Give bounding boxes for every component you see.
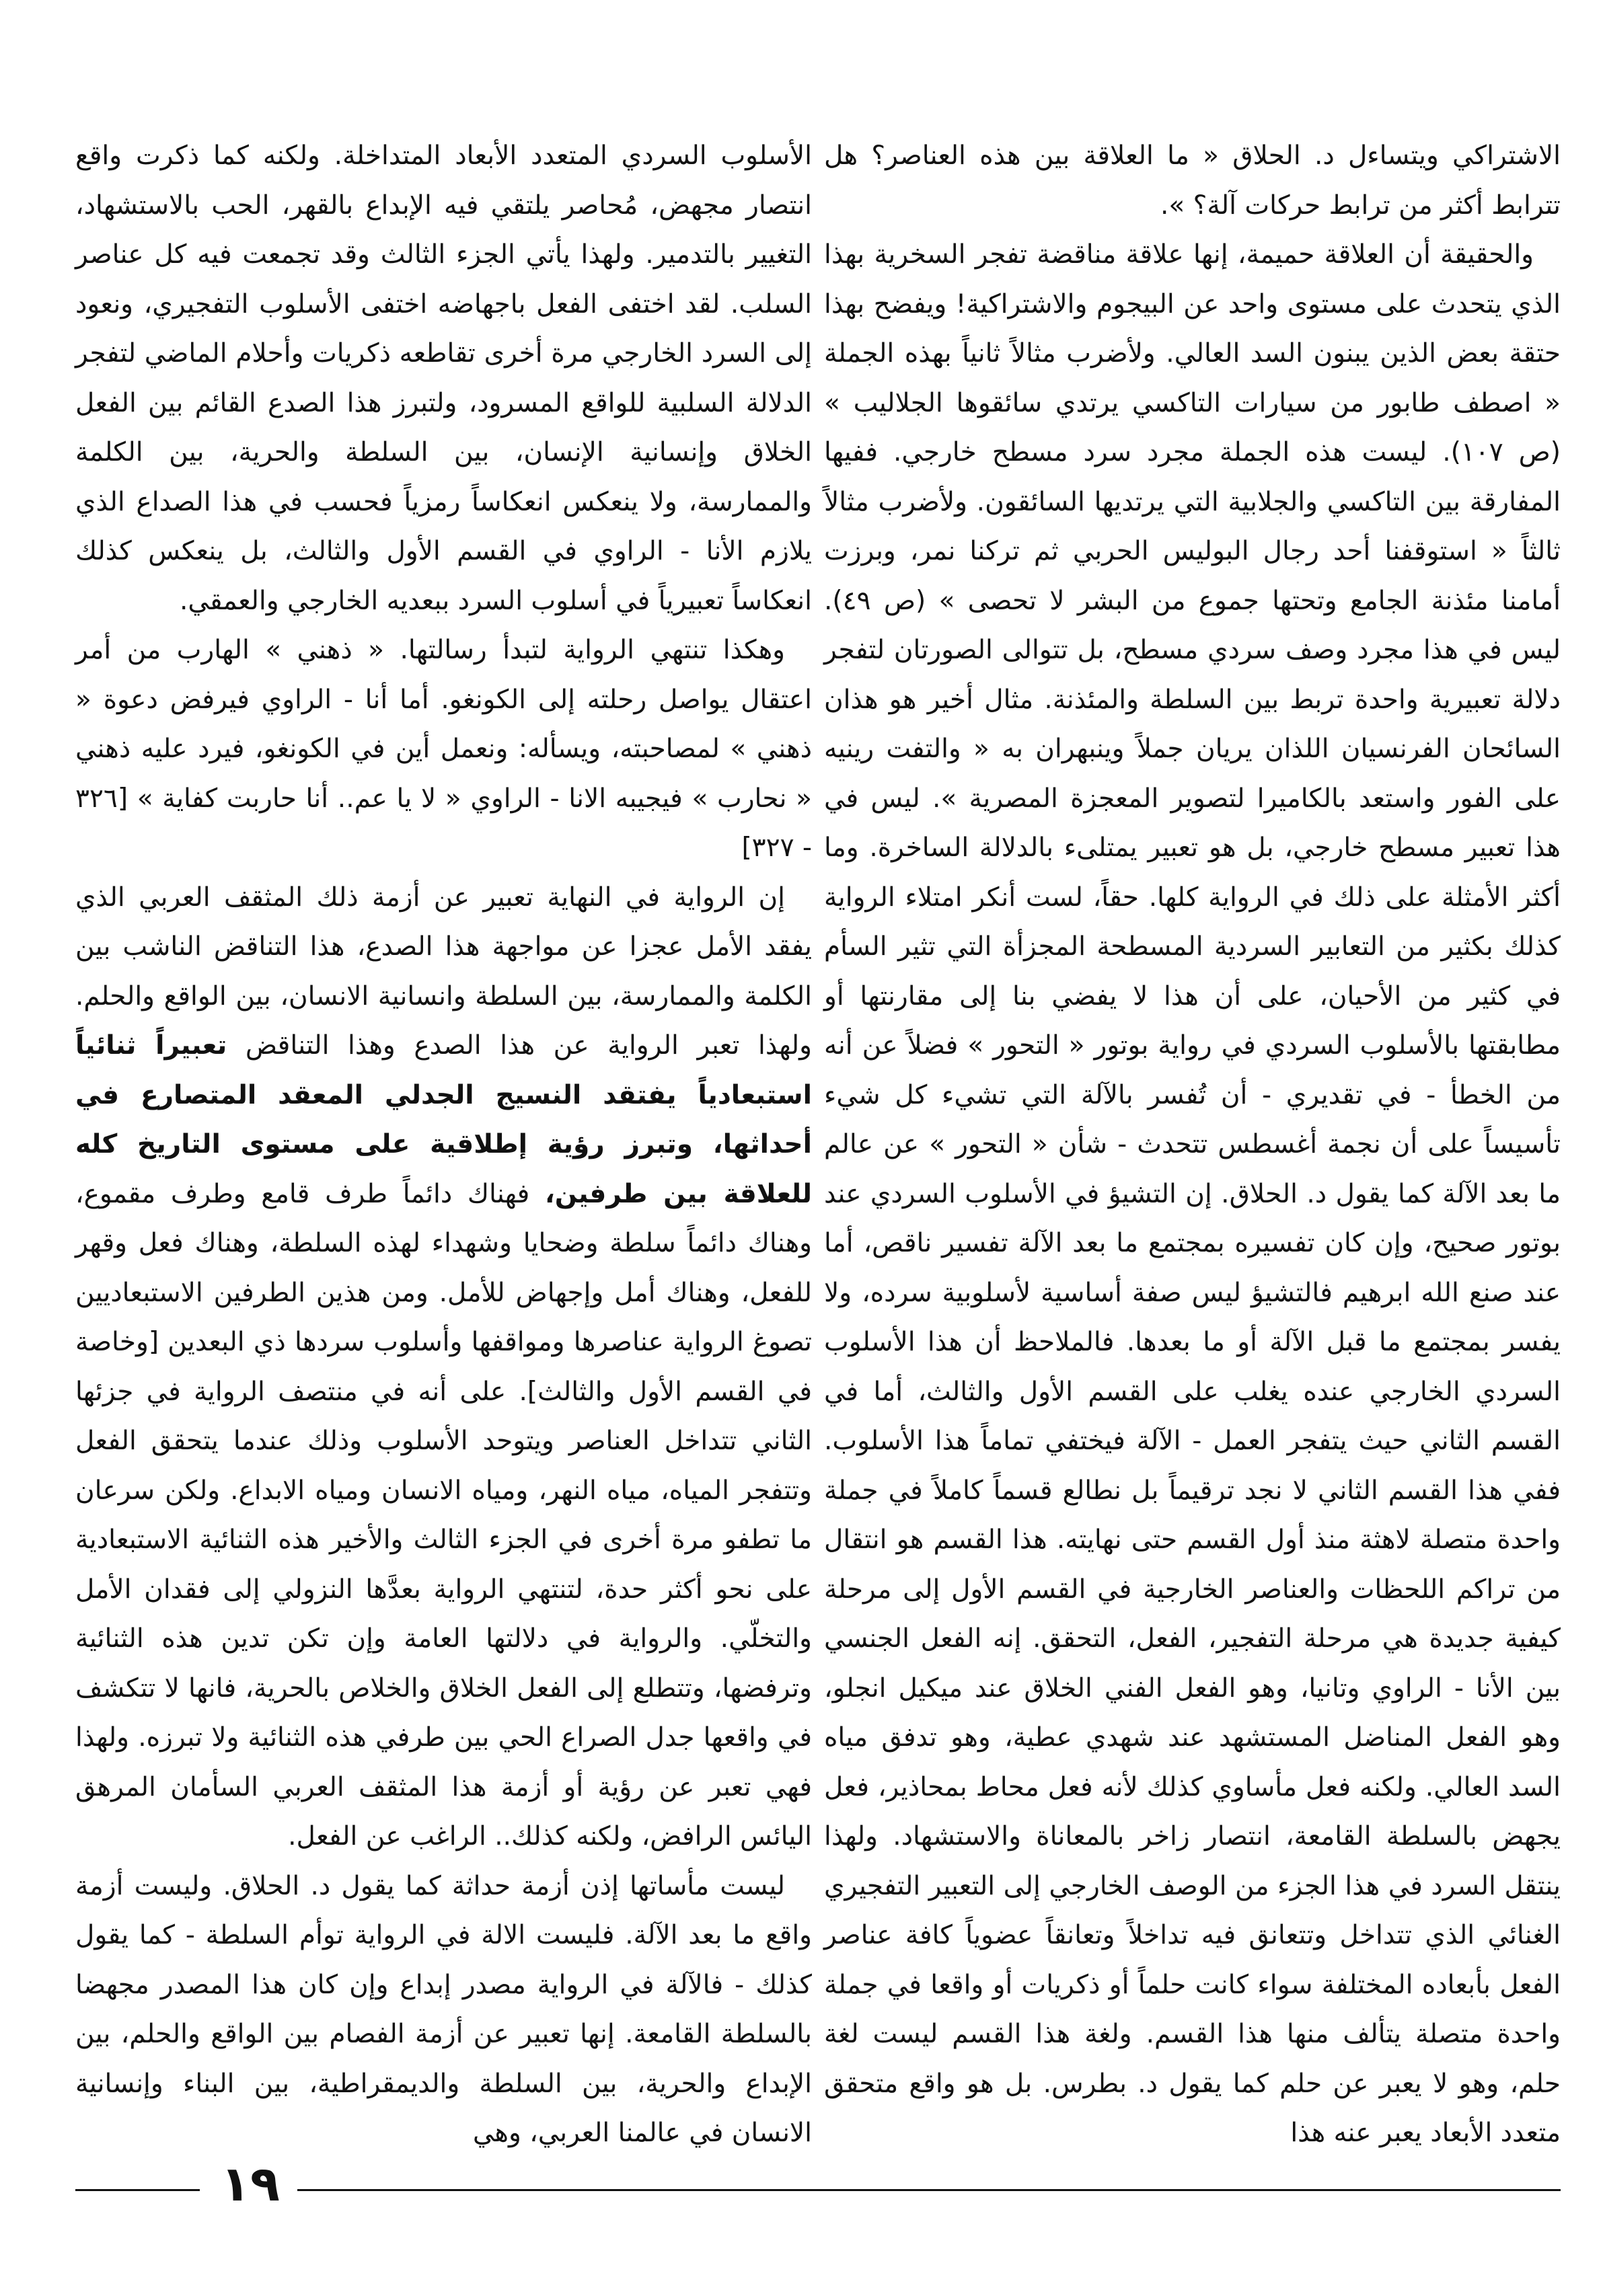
paragraph: والحقيقة أن العلاقة حميمة، إنها علاقة مناقضة تفجر السخرية بهذا الذي يتحدث على مستوى واحد عن البيجوم والاشتراكية! ويفضح بهذا حتقة بعض الذين يبنون السد العالي. ولأضرب مثالاً ثانياً بهذه الجملة « اصطف طابور من سيارات التاكسي يرتدي سائقوها الجلاليب » (ص ١٠٧). ليست هذه الجملة مجرد سرد مسطح خارجي. ففيها المفارقة بين التاكسي والجلابية التي يرتديها السائقون. ولأضرب مثالاً ثالثاً « استوقفنا أحد رجال البوليس الحربي ثم تركنا نمر، وبرزت أمامنا مئذنة الجامع وتحتها جموع من البشر لا تحصى » (ص ٤٩). ليس في هذا مجرد وصف سردي مسطح، بل تتوالى الصورتان لتفجر دلالة تعبيرية واحدة تربط بين السلطة والمئذنة. مثال أخير هو هذان السائحان الفرنسيان اللذان يريان جملاً وينبهران به « والتفت رينيه على الفور واستعد بالكاميرا لتصوير المعجزة المصرية ». ليس في هذا تعبير مسطح خارجي، بل هو تعبير يمتلىء بالدلالة الساخرة. وما أكثر الأمثلة على ذلك في الرواية كلها. حقاً، لست أنكر امتلاء الرواية كذلك بكثير من التعابير السردية المسطحة المجزأة التي تثير السأم في كثير من الأحيان، على أن هذا لا يفضي بنا إلى مقارنتها أو مطابقتها بالأسلوب السردي في رواية بوتور « التحور » فضلاً عن أنه من الخطأ - في تقديري - أن تُفسر بالآلة التي تشيء كل شيء تأسيساً على أن نجمة أغسطس تتحدث - شأن « التحور » عن عالم ما بعد الآلة كما يقول د. الحلاق. إن التشيؤ في الأسلوب السردي عند بوتور صحيح، وإن كان تفسيره بمجتمع ما بعد الآلة تفسير ناقص، أما عند صنع الله ابرهيم فالتشيؤ ليس صفة أساسية لأسلوبية سرده، ولا يفسر بمجتمع ما قبل الآلة أو ما بعدها. فالملاحظ أن هذا الأسلوب السردي الخارجي عنده يغلب على القسم الأول والثالث، أما في القسم الثاني حيث يتفجر العمل - الآلة فيختفي تماماً هذا الأسلوب. ففي هذا القسم الثاني لا نجد ترقيماً بل نطالع قسماً كاملاً في جملة واحدة متصلة لاهثة منذ أول القسم حتى نهايته. هذا القسم هو انتقال من تراكم اللحظات والعناصر الخارجية في القسم الأول إلى مرحلة كيفية جديدة هي مرحلة التفجير، الفعل، التحقق. إنه الفعل الجنسي بين الأنا - الراوي وتانيا، وهو الفعل الفني الخلاق عند ميكيل انجلو، وهو الفعل المناضل المستشهد عند شهدي عطية، وهو تدفق مياه السد العالي. ولكنه فعل مأساوي كذلك لأنه فعل محاط بمحاذير، فعل يجهض بالسلطة القامعة، انتصار زاخر بالمعاناة والاستشهاد. ولهذا ينتقل السرد في هذا الجزء من الوصف الخارجي إلى التعبير التفجيري الغنائي الذي تتداخل وتتعانق فيه تداخلاً وتعانقاً عضوياً كافة عناصر الفعل بأبعاده المختلفة سواء كانت حلماً أو ذكريات أو واقعا في جملة واحدة متصلة يتألف منها هذا القسم. ولغة هذا القسم ليست لغة حلم، وهو لا يعبر عن حلم كما يقول د. بطرس. بل هو واقع متحقق متعدد الأبعاد يعبر عنه هذا xyxy=(824,239,1561,2148)
left-column xyxy=(75,131,812,2158)
paragraph-text: فهناك دائماً طرف قامع وطرف مقموع، وهناك دائماً سلطة وضحايا وشهداء لهذه السلطة، وهناك فعل وقهر للفعل، وهناك أمل وإجهاض للأمل. ومن هذين الطرفين الاستبعاديين تصوغ الرواية عناصرها ومواقفها وأسلوب سردها ذي البعدين [وخاصة في القسم الأول والثالث]. على أنه في منتصف الرواية في جزئها الثاني تتداخل العناصر ويتوحد الأسلوب وذلك عندما يتحقق الفعل وتتفجر المياه، مياه النهر، ومياه الانسان ومياه الابداع. ولكن سرعان ما تطفو مرة أخرى في الجزء الثالث والأخير هذه الثنائية الاستبعادية على نحو أكثر حدة، لتنتهي الرواية بعدَّها النزولي إلى فقدان الأمل والتخلّي. والرواية في دلالتها العامة وإن تكن تدين هذه الثنائية وترفضها، وتتطلع إلى الفعل الخلاق والخلاص بالحرية، فانها لا تتكشف في واقعها جدل الصراع الحي بين طرفي هذه الثنائية ولا تبرزه. ولهذا فهي تعبر عن رؤية أو أزمة هذا المثقف العربي السأمان المرهق اليائس الرافض، ولكنه كذلك.. الراغب عن الفعل. xyxy=(75,1178,812,1851)
right-column xyxy=(824,131,1561,2158)
paragraph xyxy=(75,873,812,1862)
paragraph-text: إن الرواية في النهاية تعبير عن أزمة ذلك المثقف العربي الذي يفقد الأمل عجزا عن مواجهة هذا الصدع، هذا التناقض الناشب بين الكلمة والممارسة، بين السلطة وانسانية الانسان، بين الواقع والحلم. ولهذا تعبر الرواية عن هذا الصدع وهذا التناقض xyxy=(75,882,812,1061)
paragraph: ليست مأساتها إذن أزمة حداثة كما يقول د. الحلاق. وليست أزمة واقع ما بعد الآلة. فليست الالة في الرواية توأم السلطة - كما يقول كذلك - فالآلة في الرواية مصدر إبداع وإن كان هذا المصدر مجهضا بالسلطة القامعة. إنها تعبير عن أزمة الفصام بين الواقع والحلم، بين الإبداع والحرية، بين السلطة والديمقراطية، بين البناء وإنسانية الانسان في عالمنا العربي، وهي xyxy=(75,1870,812,2148)
page-footer xyxy=(75,2155,1561,2212)
footer-rule-right xyxy=(297,2189,1561,2191)
page-number: ١٩ xyxy=(221,2155,280,2212)
footer-rule-left xyxy=(75,2189,200,2191)
paragraph: الاشتراكي ويتساءل د. الحلاق « ما العلاقة بين هذه العناصر؟ هل تترابط أكثر من ترابط حركات آلة؟ ». xyxy=(824,141,1561,221)
bold-emphasis: تعبيراً ثنائياً استبعادياً يفتقد النسيج الجدلي المعقد المتصارع في أحداثها، وتبرز رؤية إطلاقية على مستوى التاريخ كله للعلاقة بين طرفين، xyxy=(75,1030,812,1209)
paragraph: وهكذا تنتهي الرواية لتبدأ رسالتها. « ذهني » الهارب من أمر اعتقال يواصل رحلته إلى الكونغو. أما أنا - الراوي فيرفض دعوة « ذهني » لمصاحبته، ويسأله: ونعمل أين في الكونغو، فيرد عليه ذهني « نحارب » فيجيبه الانا - الراوي « لا يا عم.. أنا حاربت كفاية » [٣٢٦ - ٣٢٧] xyxy=(75,635,812,863)
paragraph: الأسلوب السردي المتعدد الأبعاد المتداخلة. ولكنه كما ذكرت واقع انتصار مجهض، مُحاصر يلتقي فيه الإبداع بالقهر، الحب بالاستشهاد، التغيير بالتدمير. ولهذا يأتي الجزء الثالث وقد تجمعت فيه كل عناصر السلب. لقد اختفى الفعل باجهاضه اختفى الأسلوب التفجيري، ونعود إلى السرد الخارجي مرة أخرى تقاطعه ذكريات وأحلام الماضي لتفجر الدلالة السلبية للواقع المسرود، ولتبرز هذا الصدع القائم بين الفعل الخلاق وإنسانية الإنسان، بين السلطة والحرية، بين الكلمة والممارسة، ولا ينعكس انعكاساً رمزياً فحسب في هذا الصداع الذي يلازم الأنا - الراوي في القسم الأول والثالث، بل ينعكس كذلك انعكاساً تعبيرياً في أسلوب السرد ببعديه الخارجي والعمقي. xyxy=(75,141,812,616)
